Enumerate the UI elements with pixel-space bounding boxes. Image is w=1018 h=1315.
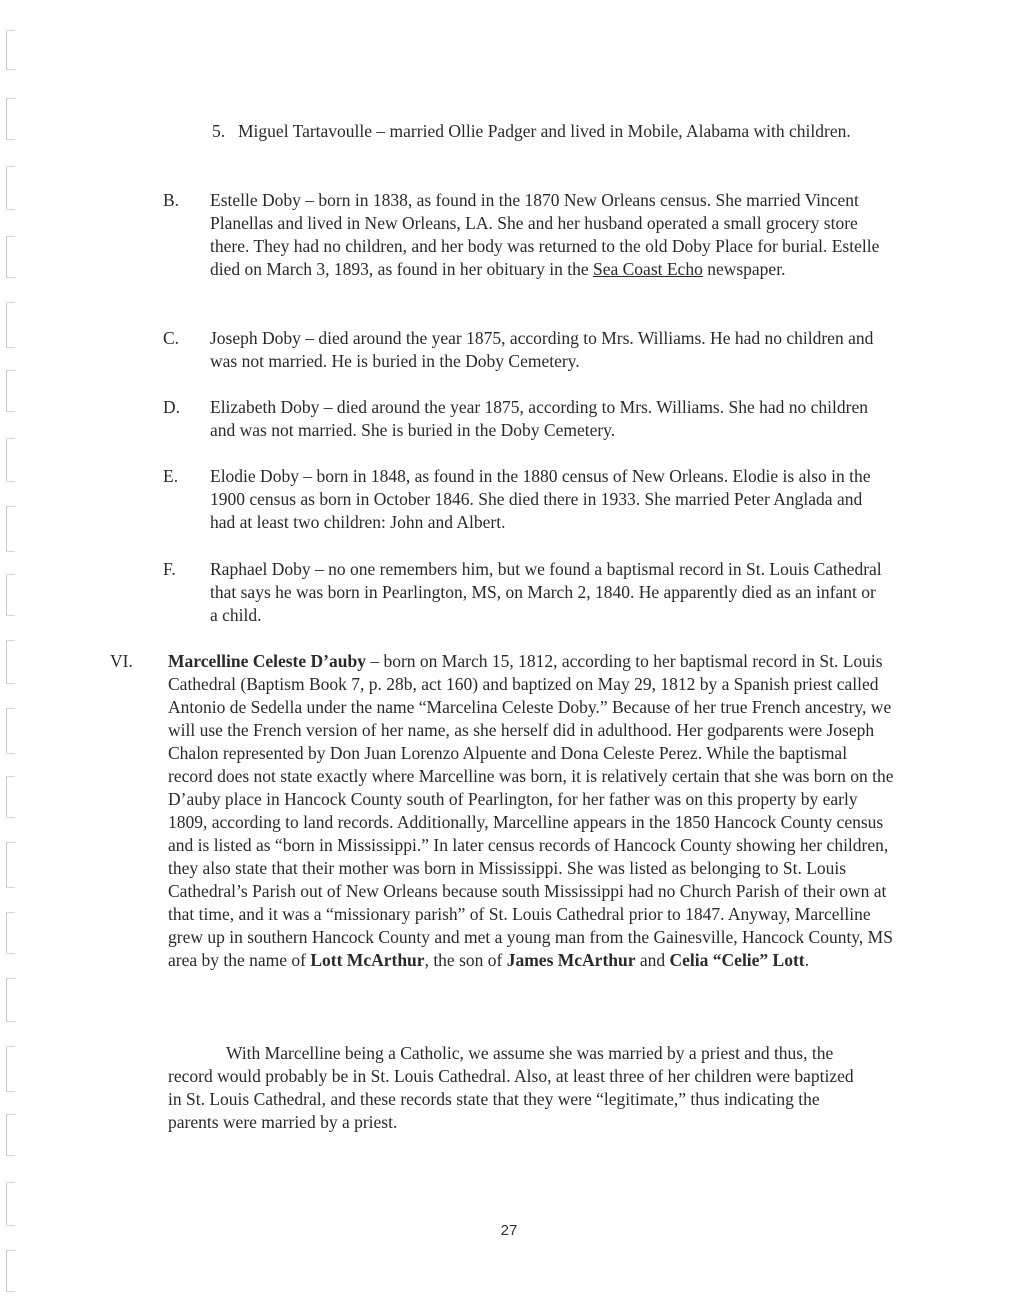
estelle-text-start: Estelle Doby – born in 1838, as found in the 1870 New Orleans census. She married Vincent Planellas and lived in New Orleans, LA. She and her husband operated a small grocery store there. They had no children, and her body was returned to the old Doby Place for burial. Estelle died on March 3, 1893, as found in her obituary in the: [210, 190, 880, 279]
estelle-text-end: newspaper.: [702, 259, 786, 279]
list-marker-b: B.: [163, 190, 180, 210]
marcelline-text-3: and: [635, 950, 670, 970]
marcelline-text-1: – born on March 15, 1812, according to her baptismal record in St. Louis Cathedral (Baptism Book 7, p. 28b, act 160) and baptized on May 29, 1812 by a Spanish priest called Antonio de Sedella under the name “Marcelina Celeste Doby.” Because of her true French ancestry, we will use the French version of her name, as she herself did in adulthood. Her godparents were Joseph Chalon represented by Don Juan Lorenzo Alpuente and Dona Celeste Perez. While the baptismal record does not state exactly where Marcelline was born, it is relatively certain that she was born on the D’auby place in Hancock County south of Pearlington, for her father was on this property by early 1809, according to land records. Additionally, Marcelline appears in the 1850 Hancock County census and is listed as “born in Mississippi.” In later census records of Hancock County showing her children, they also state that their mother was born in Mississippi. She was listed as belonging to St. Louis Cathedral’s Parish out of New Orleans because south Mississippi had no Church Parish of their own at that time, and it was a “missionary parish” of St. Louis Cathedral prior to 1847. Anyway, Marcelline grew up in southern Hancock County and met a young man from the Gainesville, Hancock County, MS area by the name of: [168, 651, 894, 970]
newspaper-title: Sea Coast Echo: [592, 259, 703, 279]
entry-estelle-doby: [210, 189, 882, 281]
mother-in-law-name: Celia “Celie” Lott: [669, 950, 805, 970]
marcelline-text-2: , the son of: [424, 950, 507, 970]
marcelline-name: Marcelline Celeste D’auby: [168, 651, 366, 671]
list-marker-e: E.: [163, 466, 179, 486]
marcelline-text-4: .: [804, 950, 810, 970]
husband-name: Lott McArthur: [310, 950, 425, 970]
entry-elizabeth-doby: Elizabeth Doby – died around the year 1875, according to Mrs. Williams. She had no children and was not married. She is buried in the Doby Cemetery.: [210, 397, 868, 440]
list-marker-5: 5.: [212, 121, 226, 141]
entry-joseph-doby: Joseph Doby – died around the year 1875, according to Mrs. Williams. He had no children and was not married. He is buried in the Doby Cemetery.: [210, 328, 874, 371]
page-number: 27: [500, 1222, 518, 1239]
father-in-law-name: James McArthur: [506, 950, 636, 970]
list-marker-c: C.: [163, 328, 180, 348]
entry-elodie-doby: Elodie Doby – born in 1848, as found in the 1880 census of New Orleans. Elodie is also in the 1900 census as born in October 1846. She died there in 1933. She married Peter Anglada and had at least two children: John and Albert.: [210, 466, 871, 532]
binding-edge-marks: [0, 0, 22, 1315]
list-marker-d: D.: [163, 397, 181, 417]
section-marker-vi: VI.: [110, 651, 133, 671]
entry-raphael-doby: Raphael Doby – no one remembers him, but we found a baptismal record in St. Louis Cathedral that says he was born in Pearlington, MS, on March 2, 1840. He apparently died as an infant or a child.: [210, 559, 882, 625]
marriage-paragraph: With Marcelline being a Catholic, we assume she was married by a priest and thus, the record would probably be in St. Louis Cathedral. Also, at least three of her children were baptized in St. Louis Cathedral, and these records state that they were “legitimate,” thus indicating the parents were married by a priest.: [168, 1043, 854, 1132]
entry-marcelline-celeste-dauby: [168, 650, 895, 972]
entry-miguel-tartavoulle: Miguel Tartavoulle – married Ollie Padger and lived in Mobile, Alabama with children.: [238, 121, 851, 141]
list-marker-f: F.: [163, 559, 176, 579]
